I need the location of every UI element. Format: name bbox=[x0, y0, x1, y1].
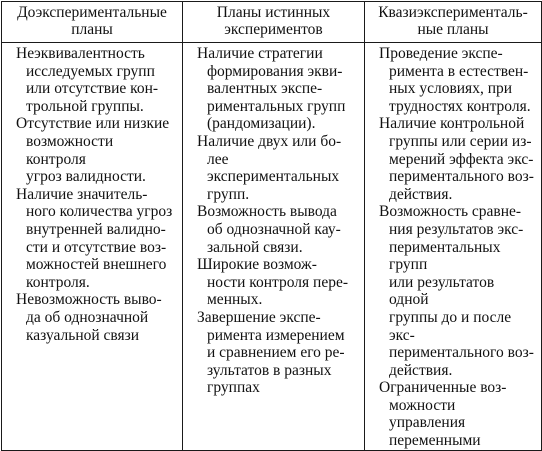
list-item: Проведение экспе- римента в естествен- ных условиях, при трудностях контроля. bbox=[379, 45, 531, 115]
header-true-experimental: Планы истинных экспериментов bbox=[183, 2, 365, 43]
header-row bbox=[2, 2, 542, 43]
cell-quasi-experimental bbox=[365, 43, 542, 451]
list-item: Невозможность выво- да об однозначной казуальной связи bbox=[16, 291, 162, 344]
list-item: Наличие контрольной группы или серии из- мерений эффекта экс- периментального воз- действия. bbox=[379, 115, 534, 203]
list-item: Завершение экспе- римента измерением и сравнением его ре- зультатов в разных группах bbox=[197, 308, 345, 397]
list-item: Возможность сравне- ния результатов экс- периментальных групп или результатов одной группы до и после экс- периментального воз- действия. bbox=[379, 203, 534, 379]
comparison-table bbox=[1, 1, 542, 451]
header-pre-experimental: Доэкспериментальные планы bbox=[2, 2, 183, 43]
list-item: Возможность вывода об однозначной кау- зальной связи. bbox=[197, 203, 341, 256]
list-item: Наличие стратегии формирования экви- валентных экспе- риментальных групп (рандомизации). bbox=[197, 45, 346, 133]
list-item: Наличие значитель- ного количества угроз внутренней валидно- сти и отсутствие воз- можностей внешнего контроля. bbox=[16, 185, 173, 291]
list-item: Ограниченные воз- можности управления переменными bbox=[379, 379, 507, 450]
cell-true-experimental bbox=[183, 43, 365, 451]
list-item: Неэквивалентность исследуемых групп или отсутствие кон- трольной группы. bbox=[16, 45, 159, 115]
content-row bbox=[2, 43, 542, 451]
cell-pre-experimental bbox=[2, 43, 183, 451]
list-item: Наличие двух или бо- лее экспериментальных групп. bbox=[197, 132, 342, 203]
list-item: Отсутствие или низкие возможности контроля угроз валидности. bbox=[16, 115, 170, 186]
header-quasi-experimental: Квазиэксперименталь- ные планы bbox=[365, 2, 542, 43]
list-item: Широкие возмож- ности контроля пере- менных. bbox=[197, 256, 349, 309]
